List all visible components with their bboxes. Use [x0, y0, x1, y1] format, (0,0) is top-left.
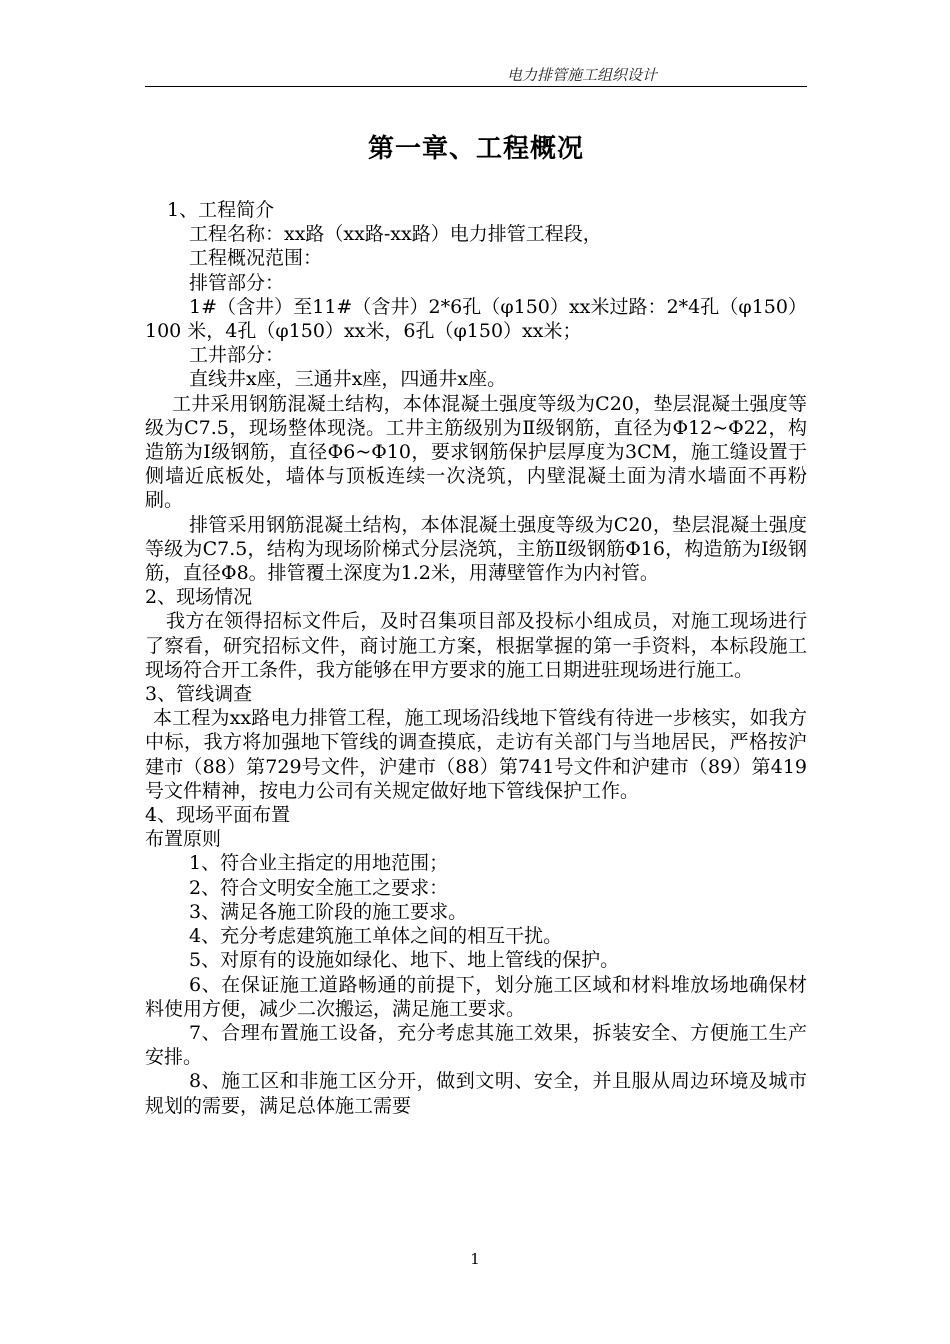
- list-item: 5、对原有的设施如绿化、地下、地上管线的保护。: [189, 949, 620, 972]
- project-name: 工程名称：xx路（xx路-xx路）电力排管工程段，: [189, 223, 602, 246]
- section-heading-2: 2、现场情况: [145, 586, 253, 609]
- well-structure-paragraph: 工井采用钢筋混凝土结构，本体混凝土强度等级为C20，垫层混凝土强度等级为C7.5，现场整体现浇。工井主筋级别为Ⅱ级钢筋，直径为Φ12~Φ22，构造筋为Ⅰ级钢筋，直径Φ6~Φ10，要求钢筋保护层厚度为3CM，施工缝设置于侧墙近底板处，墙体与顶板连续一次浇筑，内壁混凝土面为清水墙面不再粉刷。: [145, 392, 807, 512]
- list-item: 8、施工区和非施工区分开，做到文明、安全，并且服从周边环境及城市规划的需要，满足总体施工需要: [145, 1070, 807, 1117]
- pipeline-survey-paragraph: 本工程为xx路电力排管工程，施工现场沿线地下管线有待进一步核实，如我方中标，我方将加强地下管线的调查摸底，走访有关部门与当地居民，严格按沪建市（88）第729号文件，沪建市（88）第741号文件和沪建市（89）第419号文件精神，按电力公司有关规定做好地下管线保护工作。: [145, 707, 807, 802]
- pipe-structure-paragraph: 排管采用钢筋混凝土结构，本体混凝土强度等级为C20，垫层混凝土强度等级为C7.5，结构为现场阶梯式分层浇筑，主筋Ⅱ级钢筋Φ16，构造筋为Ⅰ级钢筋，直径Φ8。排管覆土深度为1.2米，用薄壁管作为内衬管。: [145, 513, 807, 585]
- section-heading-4: 4、现场平面布置: [145, 804, 291, 827]
- list-item: 1、符合业主指定的用地范围；: [189, 852, 449, 875]
- running-header-title: 电力排管施工组织设计: [506, 66, 657, 84]
- list-item: 6、在保证施工道路畅通的前提下，划分施工区域和材料堆放场地确保材料使用方便，减少二次搬运，满足施工要求。: [145, 973, 807, 1020]
- document-body: [145, 198, 807, 1118]
- pipe-section-detail: 1#（含井）至11#（含井）2*6孔（φ150）xx米过路：2*4孔（φ150）100 米，4孔（φ150）xx米，6孔（φ150）xx米；: [145, 295, 807, 343]
- layout-principle-label: 布置原则: [145, 828, 222, 851]
- well-section-detail: 直线井x座，三通井x座，四通井x座。: [189, 368, 507, 391]
- header-rule: [145, 86, 807, 87]
- well-section-label: 工井部分：: [189, 344, 285, 367]
- pipe-section-label: 排管部分：: [189, 271, 285, 294]
- section-heading-1: 1、工程简介: [167, 199, 275, 221]
- site-condition-paragraph: 我方在领得招标文件后，及时召集项目部及投标小组成员，对施工现场进行了察看，研究招标文件，商讨施工方案，根据掌握的第一手资料，本标段施工现场符合开工条件，我方能够在甲方要求的施工日期进驻现场进行施工。: [145, 610, 807, 681]
- section-heading-3: 3、管线调查: [145, 683, 253, 706]
- project-scope-label: 工程概况范围：: [189, 247, 323, 270]
- chapter-title: 第一章、工程概况: [367, 134, 584, 164]
- list-item: 3、满足各施工阶段的施工要求。: [189, 900, 468, 923]
- list-item: 7、合理布置施工设备，充分考虑其施工效果，拆装安全、方便施工生产安排。: [145, 1021, 807, 1069]
- list-item: 4、充分考虑建筑施工单体之间的相互干扰。: [189, 925, 563, 948]
- list-item: 2、符合文明安全施工之要求：: [189, 876, 449, 899]
- page-number: 1: [470, 1250, 480, 1268]
